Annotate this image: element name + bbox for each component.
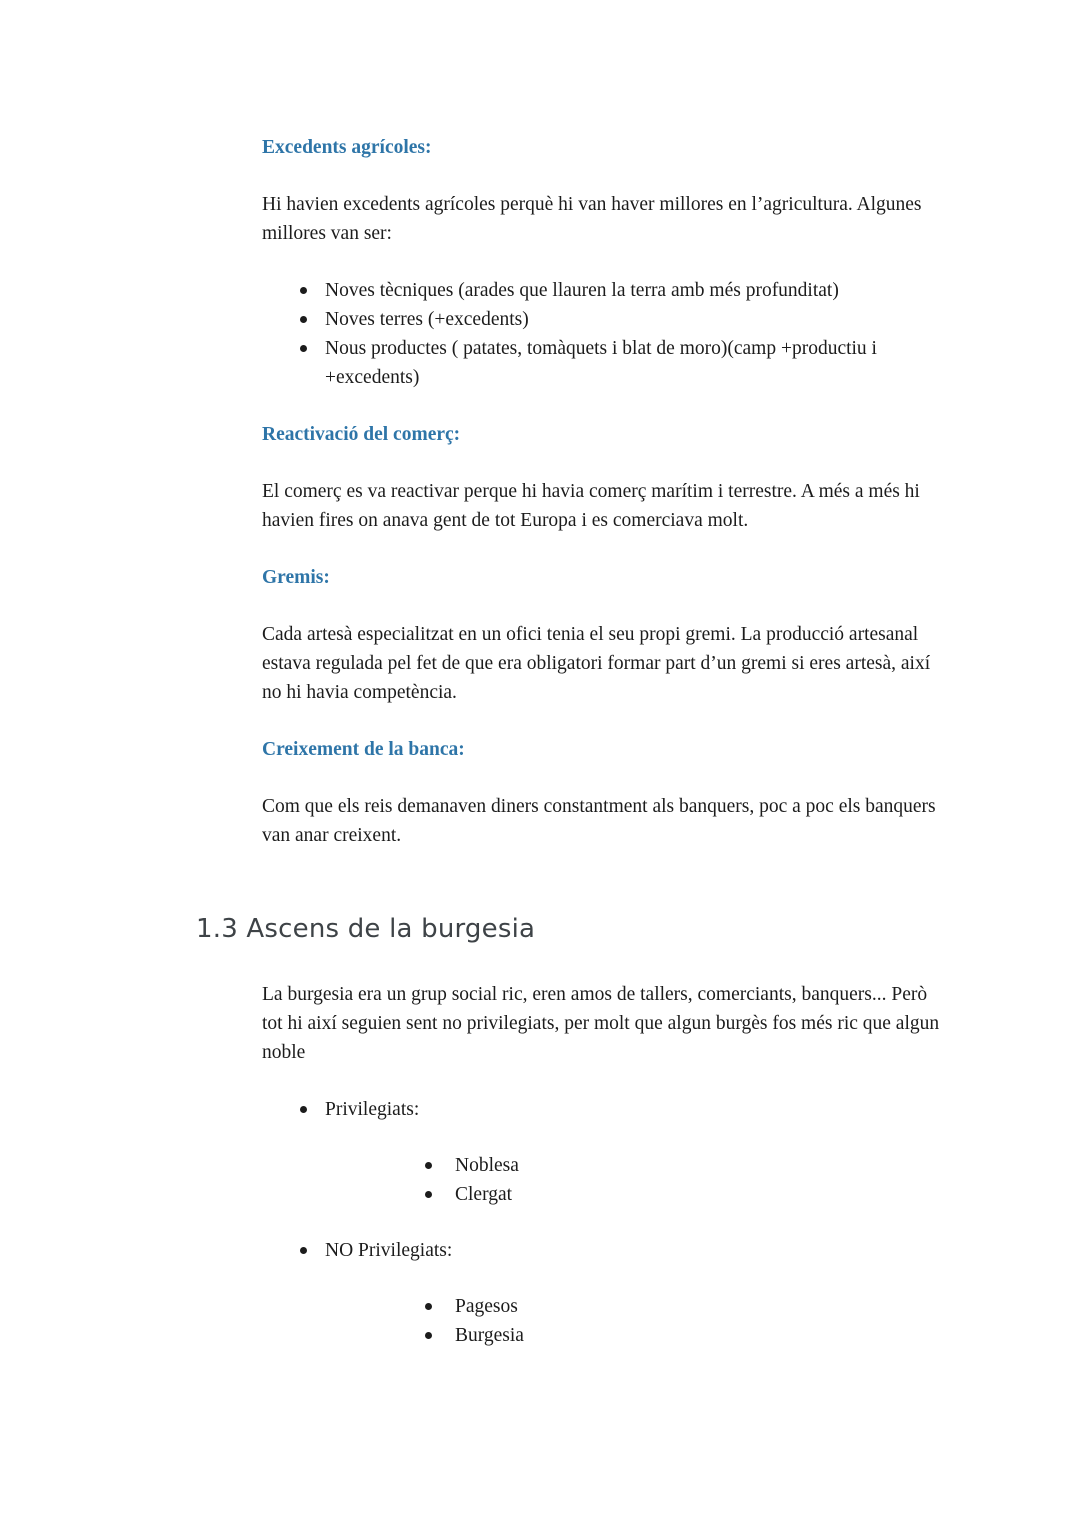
section-reactivacio-comerc — [262, 420, 946, 535]
heading-excedents-agricoles: Excedents agrícoles: — [262, 137, 432, 158]
bullet-list-millores — [262, 276, 946, 392]
list-item-text: Nous productes ( patates, tomàquets i blat de moro)(camp +productiu i +excedents) — [325, 338, 877, 388]
list-item-text: Burgesia — [455, 1325, 524, 1346]
list-item-text: NO Privilegiats: — [325, 1240, 453, 1261]
paragraph-banca: Com que els reis demanaven diners constantment als banquers, poc a poc els banquers van anar creixent. — [262, 796, 936, 846]
list-item — [325, 1321, 946, 1350]
bullet-icon — [425, 1332, 432, 1339]
heading-ascens-burgesia: 1.3 Ascens de la burgesia — [196, 914, 536, 944]
heading-creixement-banca: Creixement de la banca: — [262, 739, 465, 760]
bullet-icon — [300, 316, 307, 323]
list-item — [325, 1180, 946, 1209]
bullet-icon — [300, 345, 307, 352]
list-item — [325, 1151, 946, 1180]
bullet-icon — [425, 1303, 432, 1310]
section-ascens-burgesia — [196, 912, 946, 1350]
document-body — [196, 0, 946, 1350]
section-gremis — [262, 563, 946, 707]
paragraph-gremis: Cada artesà especialitzat en un ofici tenia el seu propi gremi. La producció artesanal estava regulada pel fet de que era obligatori formar part d’un gremi si eres artesà, així no hi havia competència. — [262, 624, 931, 703]
list-item-text: Clergat — [455, 1184, 513, 1205]
bullet-icon — [300, 287, 307, 294]
section-excedents-agricoles — [262, 133, 946, 392]
paragraph-excedents: Hi havien excedents agrícoles perquè hi van haver millores en l’agricultura. Algunes millores van ser: — [262, 194, 922, 244]
list-item — [262, 276, 946, 305]
list-item-text: Noblesa — [455, 1155, 519, 1176]
bullet-icon — [425, 1191, 432, 1198]
list-item-text: Noves tècniques (arades que llauren la terra amb més profunditat) — [325, 280, 839, 301]
bullet-list-no-privilegiats — [325, 1292, 946, 1350]
bullet-list-privilegiats — [325, 1151, 946, 1209]
bullet-icon — [425, 1162, 432, 1169]
heading-reactivacio-comerc: Reactivació del comerç: — [262, 424, 461, 445]
list-item — [262, 334, 946, 392]
section-creixement-banca — [262, 735, 946, 850]
list-item-privilegiats — [262, 1095, 946, 1209]
bullet-icon — [300, 1247, 307, 1254]
list-item — [262, 305, 946, 334]
bullet-icon — [300, 1106, 307, 1113]
list-item — [325, 1292, 946, 1321]
list-item-text: Pagesos — [455, 1296, 518, 1317]
paragraph-comerc: El comerç es va reactivar perque hi havia comerç marítim i terrestre. A més a més hi havien fires on anava gent de tot Europa i es comerciava molt. — [262, 481, 920, 531]
list-item-text: Noves terres (+excedents) — [325, 309, 529, 330]
list-item-no-privilegiats — [262, 1236, 946, 1350]
heading-gremis: Gremis: — [262, 567, 330, 588]
list-item-text: Privilegiats: — [325, 1099, 420, 1120]
paragraph-burgesia: La burgesia era un grup social ric, eren amos de tallers, comerciants, banquers... Però tot hi així seguien sent no privilegiats, per molt que algun burgès fos més ric que algun noble — [262, 984, 940, 1063]
bullet-list-grups-socials — [262, 1095, 946, 1350]
